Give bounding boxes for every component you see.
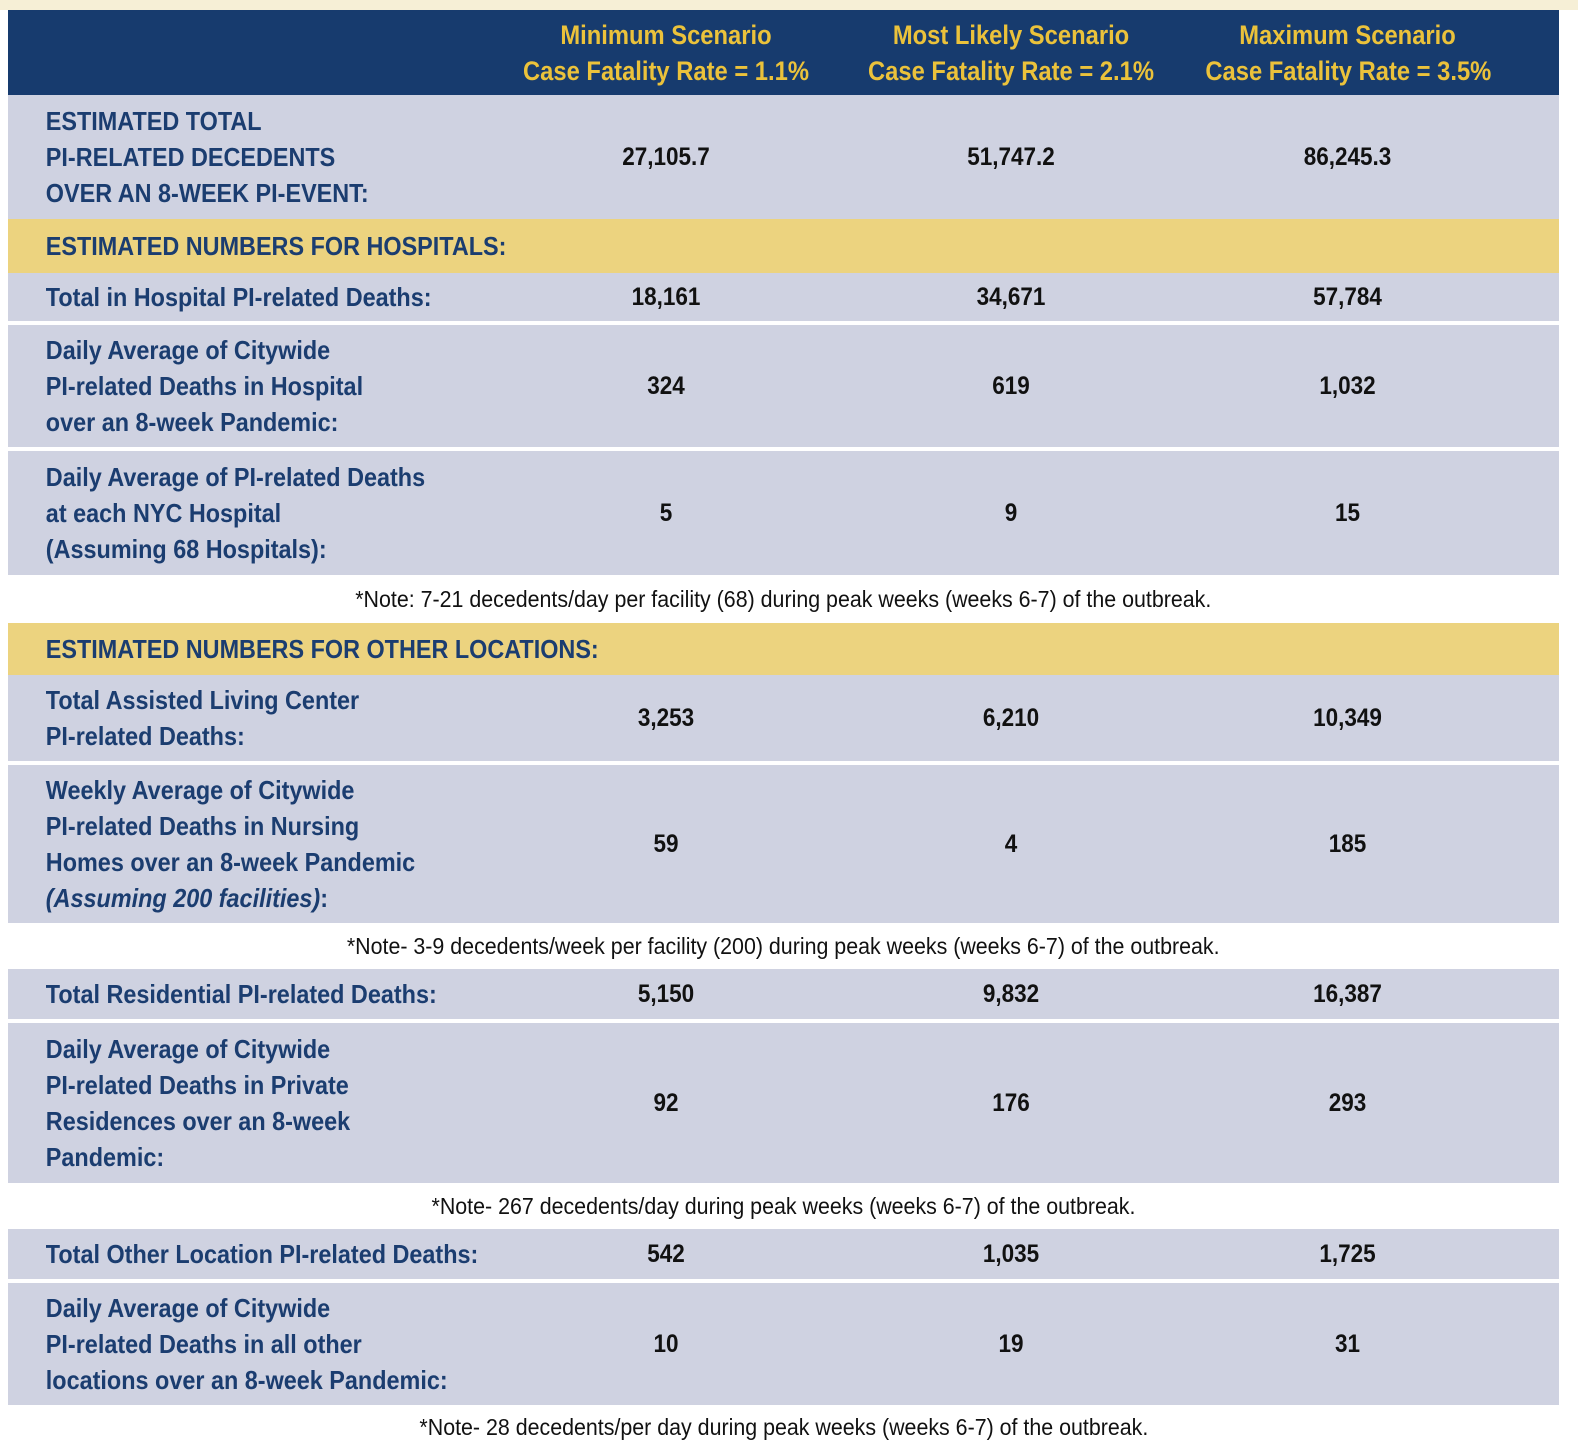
note-text: *Note: 7-21 decedents/day per facility (68) during peak weeks (weeks 6-7) of the outbreak. xyxy=(355,585,1212,612)
value-maximum: 57,784 xyxy=(1313,282,1382,311)
table-row xyxy=(8,765,1559,923)
value-minimum: 3,253 xyxy=(637,703,695,732)
note-nursing-homes xyxy=(8,923,1559,969)
section-hospitals xyxy=(8,219,1559,273)
header-title: Most Likely Scenario xyxy=(892,19,1130,50)
table-row xyxy=(8,675,1559,761)
table-header xyxy=(8,10,1559,95)
value-most-likely: 619 xyxy=(992,371,1030,400)
value-maximum: 185 xyxy=(1328,829,1367,858)
section-title: ESTIMATED NUMBERS FOR OTHER LOCATIONS: xyxy=(45,633,599,664)
value-minimum: 542 xyxy=(647,1239,685,1268)
value-most-likely: 6,210 xyxy=(982,703,1040,732)
note-text: *Note- 28 decedents/per day during peak weeks (weeks 6-7) of the outbreak. xyxy=(419,1413,1148,1440)
value-maximum: 1,725 xyxy=(1319,1239,1376,1268)
row-label: Total in Hospital PI-related Deaths: xyxy=(45,282,432,312)
table-row xyxy=(8,325,1559,447)
header-title: Maximum Scenario xyxy=(1239,19,1456,50)
value-minimum: 27,105.7 xyxy=(622,142,710,171)
value-maximum: 10,349 xyxy=(1313,703,1382,732)
value-most-likely: 51,747.2 xyxy=(967,142,1055,171)
value-maximum: 31 xyxy=(1334,1329,1361,1358)
note-hospitals xyxy=(8,575,1559,623)
value-minimum: 5 xyxy=(659,498,673,527)
value-minimum: 10 xyxy=(653,1329,679,1358)
row-label: ESTIMATED TOTAL PI-RELATED DECEDENTS OVER AN 8-WEEK PI-EVENT: xyxy=(45,106,369,208)
table-row xyxy=(8,1023,1559,1183)
value-minimum: 324 xyxy=(647,371,685,400)
header-title: Minimum Scenario xyxy=(560,19,772,50)
row-label: Total Other Location PI-related Deaths: xyxy=(45,1239,479,1269)
note-text: *Note- 3-9 decedents/week per facility (200) during peak weeks (weeks 6-7) of the outbreak. xyxy=(347,932,1220,959)
header-maximum-scenario xyxy=(1205,17,1492,89)
header-rate: Case Fatality Rate = 3.5% xyxy=(1205,55,1492,86)
section-title: ESTIMATED NUMBERS FOR HOSPITALS: xyxy=(45,230,507,261)
value-most-likely: 176 xyxy=(992,1088,1030,1117)
row-label: Daily Average of Citywide PI-related Deaths in all other locations over an 8-week Pandemic: xyxy=(45,1293,448,1395)
value-maximum: 86,245.3 xyxy=(1303,142,1392,171)
table-row xyxy=(8,1229,1559,1279)
row-label: Daily Average of PI-related Deaths at each NYC Hospital (Assuming 68 Hospitals): xyxy=(45,462,426,564)
row-label: Weekly Average of Citywide PI-related Deaths in Nursing Homes over an 8-week Pandemic (Assuming 200 facilities): xyxy=(45,775,416,913)
estimates-table xyxy=(8,10,1559,1449)
table-row xyxy=(8,451,1559,575)
table-row-estimated-total xyxy=(8,95,1559,219)
value-most-likely: 9 xyxy=(1004,498,1018,527)
row-label: Daily Average of Citywide PI-related Deaths in Hospital over an 8-week Pandemic: xyxy=(45,335,364,437)
table-row xyxy=(8,1283,1559,1405)
row-label: Total Assisted Living Center PI-related Deaths: xyxy=(45,685,360,751)
value-most-likely: 19 xyxy=(998,1329,1024,1358)
value-maximum: 15 xyxy=(1334,498,1361,527)
table-row xyxy=(8,969,1559,1019)
header-rate: Case Fatality Rate = 1.1% xyxy=(523,55,809,86)
table-row xyxy=(8,273,1559,321)
value-maximum: 293 xyxy=(1328,1088,1367,1117)
value-minimum: 18,161 xyxy=(631,282,701,311)
value-maximum: 1,032 xyxy=(1319,371,1376,400)
note-other-locations xyxy=(8,1405,1559,1449)
header-most-likely-scenario xyxy=(857,17,1165,89)
top-strip xyxy=(0,0,1578,10)
value-maximum: 16,387 xyxy=(1313,979,1382,1008)
note-residential xyxy=(8,1183,1559,1229)
value-most-likely: 34,671 xyxy=(976,282,1046,311)
value-most-likely: 4 xyxy=(1004,829,1018,858)
section-other-locations xyxy=(8,623,1559,675)
row-label: Daily Average of Citywide PI-related Deaths in Private Residences over an 8-week Pandemic: xyxy=(45,1034,351,1172)
value-minimum: 92 xyxy=(653,1088,679,1117)
value-most-likely: 9,832 xyxy=(982,979,1040,1008)
header-minimum-scenario xyxy=(516,17,815,89)
note-text: *Note- 267 decedents/day during peak weeks (weeks 6-7) of the outbreak. xyxy=(431,1192,1136,1219)
value-most-likely: 1,035 xyxy=(982,1239,1040,1268)
row-label: Total Residential PI-related Deaths: xyxy=(45,979,437,1009)
value-minimum: 59 xyxy=(653,829,679,858)
header-rate: Case Fatality Rate = 2.1% xyxy=(868,55,1154,86)
value-minimum: 5,150 xyxy=(637,979,695,1008)
